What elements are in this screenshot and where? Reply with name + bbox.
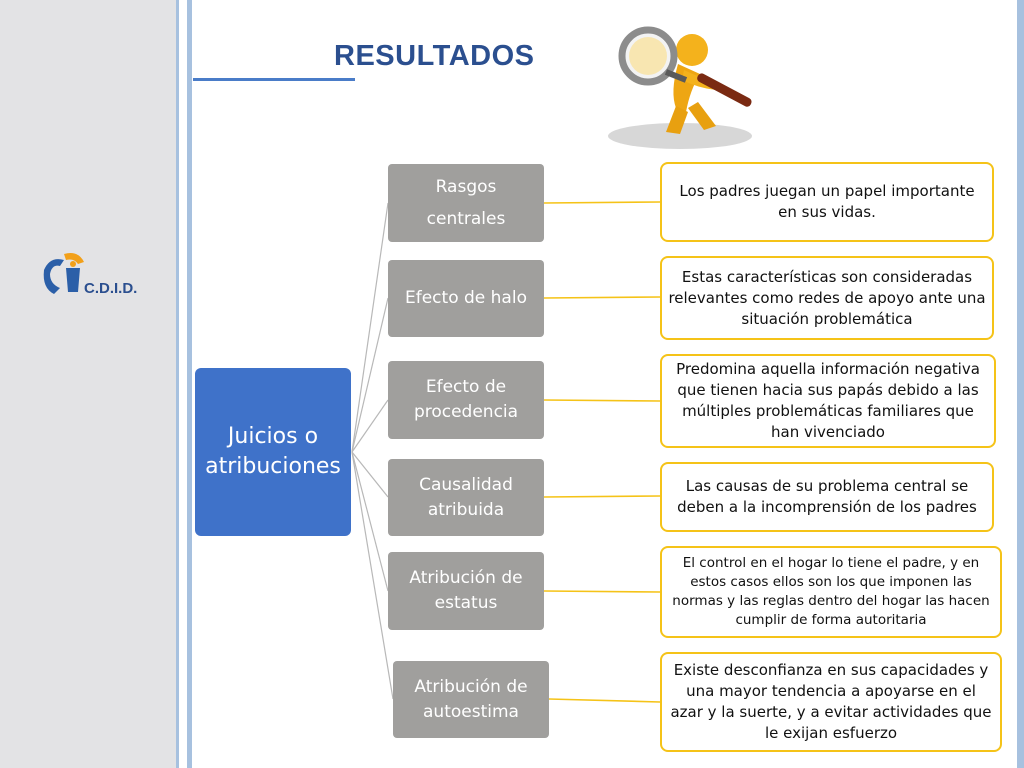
description-node-rasgos-centrales bbox=[660, 162, 994, 242]
root-to-halo-line bbox=[352, 298, 388, 452]
cdid-logo-icon bbox=[44, 253, 84, 294]
root-to-autoestima-line bbox=[352, 452, 393, 699]
autoestima-to-desc-line bbox=[549, 699, 660, 702]
category-label-line2: centrales bbox=[426, 209, 506, 229]
category-label: Efecto de halo bbox=[405, 288, 527, 309]
description-node-causalidad-atribuida bbox=[660, 462, 994, 532]
category-node-atribucion-de-estatus bbox=[388, 552, 544, 630]
description-node-efecto-de-procedencia bbox=[660, 354, 996, 448]
sidebar-panel bbox=[0, 0, 176, 768]
description-text: Los padres juegan un papel importante en sus vidas. bbox=[679, 182, 975, 221]
category-label-line1: Rasgos bbox=[435, 176, 497, 197]
category-node-atribucion-de-autoestima bbox=[393, 661, 549, 738]
root-node-juicios bbox=[195, 368, 351, 536]
root-to-causalidad-line bbox=[352, 452, 388, 497]
root-node-label-line1: Juicios o bbox=[227, 424, 319, 450]
halo-to-desc-line bbox=[544, 297, 660, 298]
root-to-procedencia-line bbox=[352, 400, 388, 452]
category-node-causalidad-atribuida bbox=[388, 459, 544, 536]
content-right-border bbox=[1017, 0, 1024, 768]
content-left-border bbox=[187, 0, 192, 768]
description-text: Existe desconfianza en sus capacidades y una mayor tendencia a apoyarse en el azar y la suerte, y a evitar actividades que le exijan esfuerzo bbox=[670, 661, 992, 742]
procedencia-to-desc-line bbox=[544, 400, 660, 401]
root-to-rasgos-line bbox=[352, 203, 388, 452]
description-text: Las causas de su problema central se deben a la incomprensión de los padres bbox=[677, 477, 977, 516]
category-label: Atribución de autoestima bbox=[414, 676, 528, 722]
description-node-efecto-de-halo bbox=[660, 256, 994, 340]
estatus-to-desc-line bbox=[544, 591, 660, 592]
category-node-efecto-de-procedencia bbox=[388, 361, 544, 439]
category-node-efecto-de-halo bbox=[388, 260, 544, 337]
description-text: Predomina aquella información negativa que tienen hacia sus papás debido a las múltiples problemáticas familiares que han vivenciado bbox=[676, 360, 980, 441]
rasgos-to-desc-line bbox=[544, 202, 660, 203]
logo-text: C.D.I.D. bbox=[84, 280, 138, 297]
description-text: Estas características son consideradas relevantes como redes de apoyo ante una situación problemática bbox=[668, 267, 986, 328]
cdid-logo bbox=[40, 248, 150, 300]
magnifying-glass-figure-icon bbox=[600, 8, 770, 153]
root-node-label-line2: atribuciones bbox=[205, 454, 341, 479]
root-to-estatus-line bbox=[352, 452, 388, 591]
category-label: Efecto de procedencia bbox=[413, 377, 519, 422]
description-text: El control en el hogar lo tiene el padre, y en estos casos ellos son los que imponen las normas y las reglas dentro del hogar las hacen cumplir de forma autoritaria bbox=[672, 555, 990, 628]
causalidad-to-desc-line bbox=[544, 496, 660, 497]
category-node-rasgos-centrales bbox=[388, 164, 544, 242]
description-node-atribucion-de-estatus bbox=[660, 546, 1002, 638]
description-node-atribucion-de-autoestima bbox=[660, 652, 1002, 752]
category-label: Atribución de estatus bbox=[409, 568, 523, 613]
category-label: Causalidad atribuida bbox=[419, 474, 513, 520]
title-underline bbox=[193, 78, 355, 81]
sidebar-border bbox=[176, 0, 179, 768]
page-title: RESULTADOS bbox=[334, 40, 535, 72]
